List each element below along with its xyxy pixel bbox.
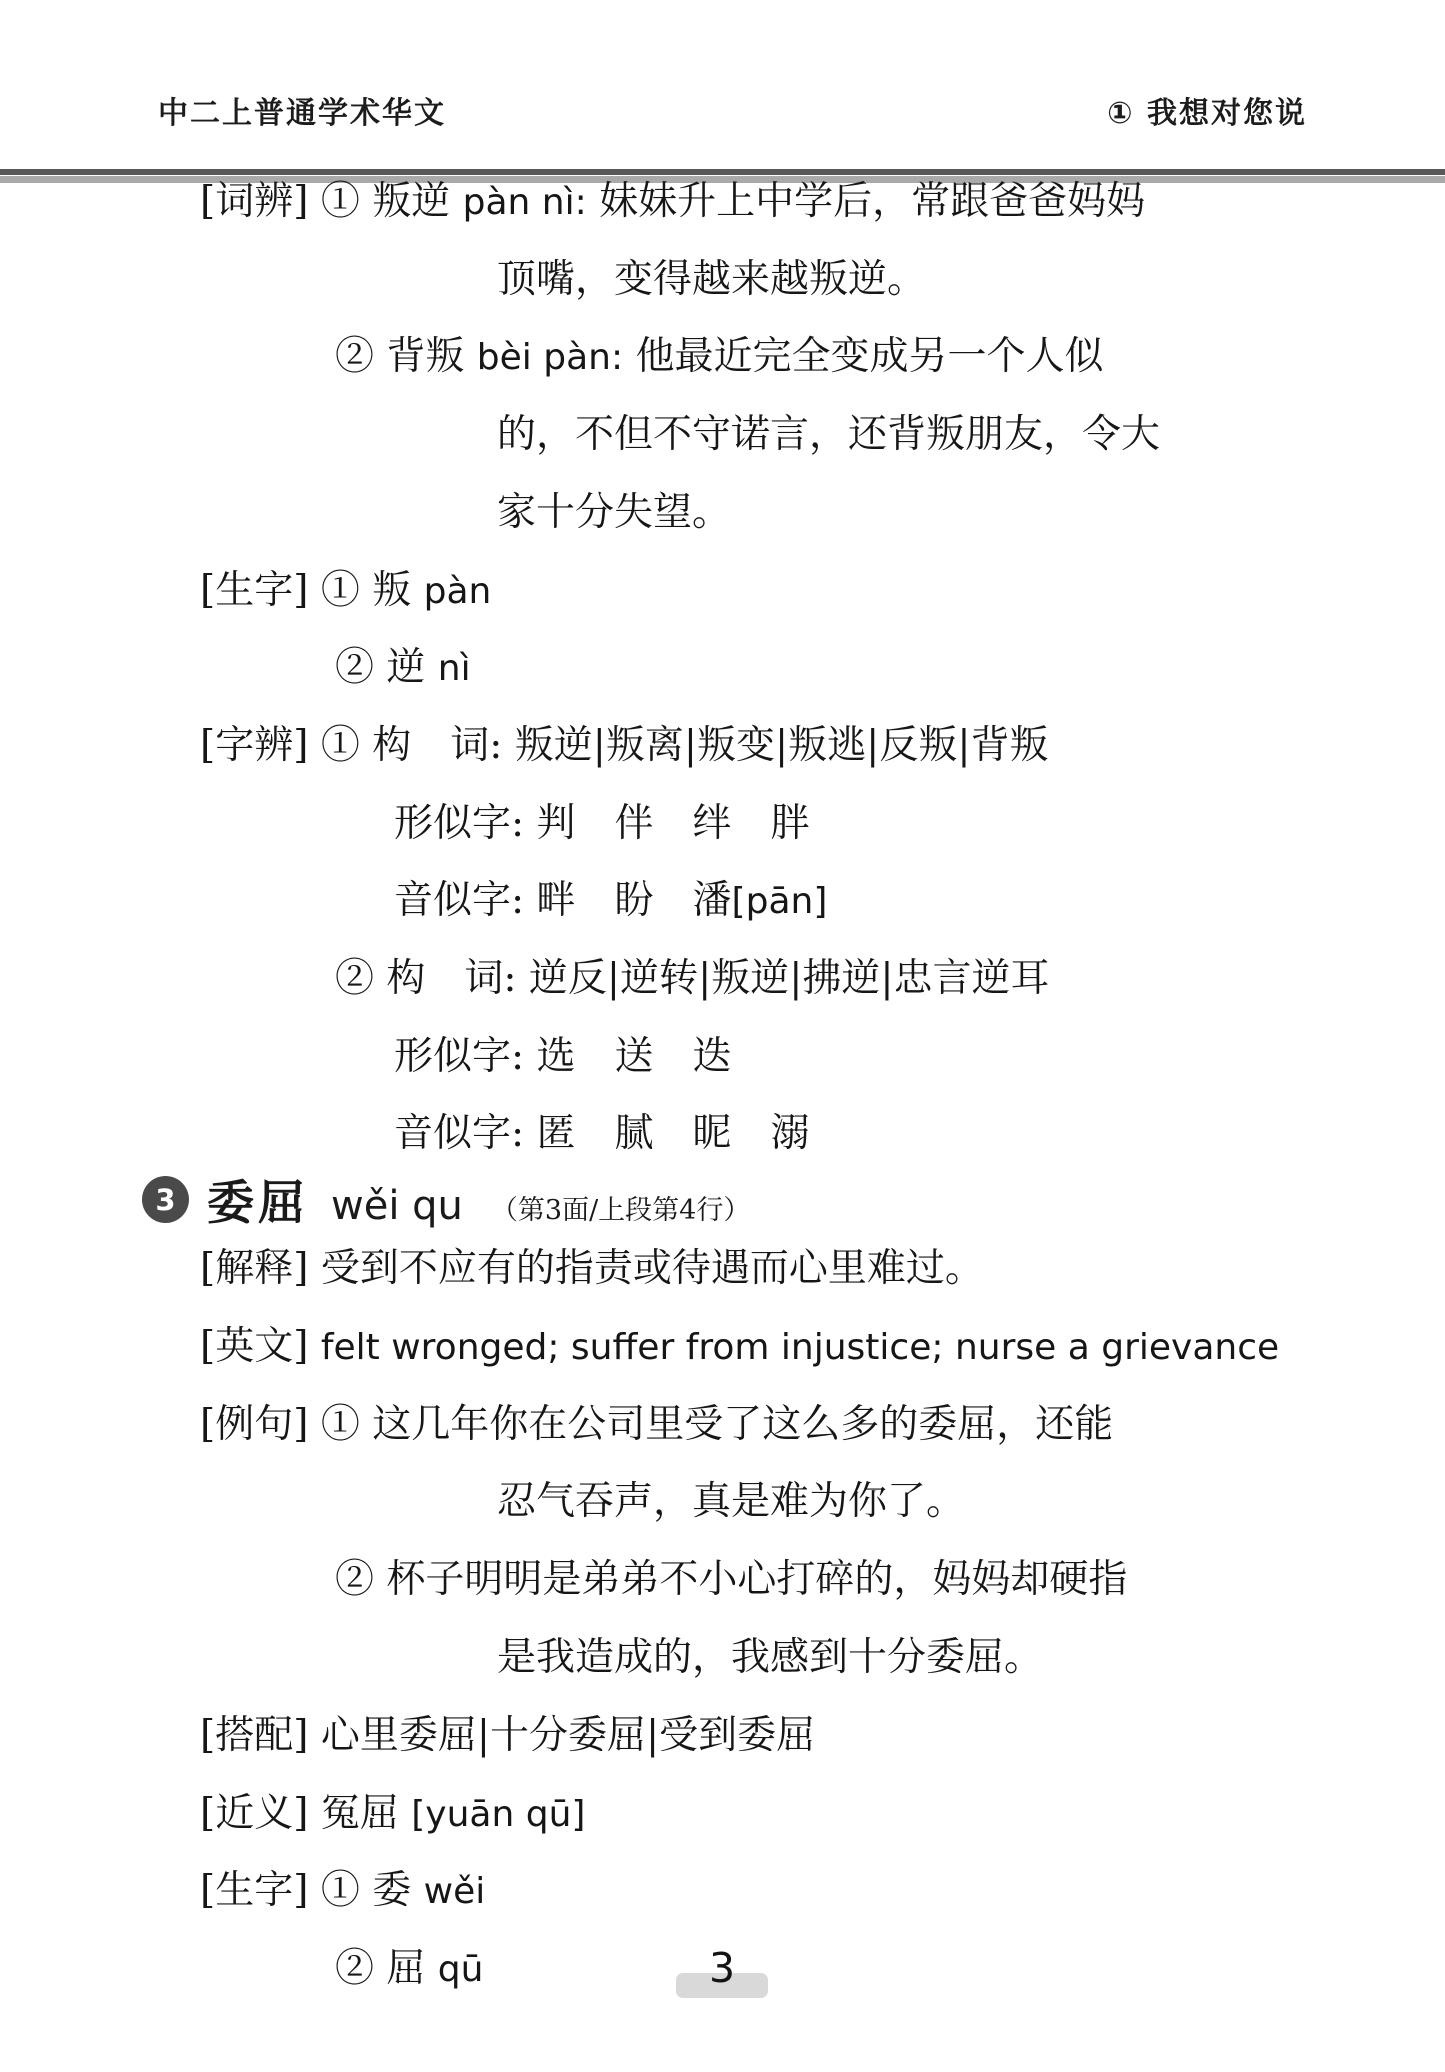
cjk-text: 家十分失望。 — [497, 490, 732, 535]
cjk-text: 形似字: 选 送 迭 — [394, 1034, 732, 1079]
cjk-text: [生字] ① 叛 — [200, 568, 424, 613]
cjk-text: 是我造成的，我感到十分委屈。 — [497, 1635, 1044, 1680]
zibian-line-2 — [394, 802, 810, 847]
entry-location-note: （第3面/上段第4行） — [490, 1195, 751, 1226]
cjk-text: [字辨] ① 构 词: 叛逆|叛离|叛变|叛逃|反叛|背叛 — [200, 723, 1049, 768]
latin-text: qū — [437, 1949, 484, 1990]
shengzi3-line-2 — [335, 1947, 483, 1992]
shengzi-line-1 — [200, 569, 491, 614]
page-header — [158, 88, 1307, 132]
cjk-text: [词辨] ① 叛逆 — [200, 179, 463, 224]
latin-text: felt wronged; suffer from injustice; nurse a grievance — [320, 1327, 1280, 1368]
cjk-text: 音似字: 畔 盼 潘 — [394, 878, 732, 923]
entry-number-badge: 3 — [142, 1176, 189, 1223]
cjk-text: 的，不但不守诺言，还背叛朋友，令大 — [497, 412, 1161, 457]
entry-headword: 委屈 — [207, 1176, 309, 1231]
yingwen-line — [200, 1325, 1279, 1370]
cjk-text: [例句] ① 这几年你在公司里受了这么多的委屈，还能 — [200, 1402, 1114, 1447]
page-number: 3 — [708, 1944, 736, 1992]
latin-text: pàn — [423, 571, 492, 612]
zibian-line-6 — [394, 1112, 810, 1157]
liju-line-2 — [497, 1480, 965, 1525]
latin-text: [pān] — [731, 881, 828, 922]
cjk-text: 他最近完全变成另一个人似 — [623, 334, 1104, 379]
cibian-line-1 — [200, 180, 1145, 225]
cjk-text: [近义] 冤屈 — [200, 1791, 412, 1836]
header-book-title: 中二上普通学术华文 — [158, 96, 446, 131]
cjk-text: ② 背叛 — [335, 334, 477, 379]
jieshi-line — [200, 1247, 984, 1292]
cjk-text: ② 逆 — [335, 645, 438, 690]
zibian-line-4 — [335, 957, 1050, 1002]
cjk-text: [英文] — [200, 1324, 321, 1369]
liju-line-1 — [200, 1403, 1113, 1448]
jinyi-line — [200, 1792, 585, 1837]
cjk-text: ② 屈 — [335, 1946, 438, 1991]
latin-text: bèi pàn: — [476, 337, 624, 378]
entry-heading — [142, 1166, 750, 1233]
cjk-text: 妹妹升上中学后，常跟爸爸妈妈 — [586, 179, 1146, 224]
cjk-text: [生字] ① 委 — [200, 1868, 424, 1913]
cibian-line-5 — [497, 491, 731, 536]
cibian-line-2 — [497, 258, 926, 303]
cibian-line-3 — [335, 335, 1104, 380]
cjk-text: 形似字: 判 伴 绊 胖 — [394, 801, 810, 846]
cjk-text: 顶嘴，变得越来越叛逆。 — [497, 257, 927, 302]
liju-line-4 — [497, 1636, 1043, 1681]
zibian-line-3 — [394, 879, 827, 924]
dapei-line — [200, 1714, 815, 1759]
cjk-text: [搭配] 心里委屈|十分委屈|受到委屈 — [200, 1713, 816, 1758]
cjk-text: [解释] 受到不应有的指责或待遇而心里难过。 — [200, 1246, 984, 1291]
entry-pinyin: wěi qu — [331, 1183, 463, 1229]
cjk-text: ② 构 词: 逆反|逆转|叛逆|拂逆|忠言逆耳 — [335, 956, 1050, 1001]
cibian-line-4 — [497, 413, 1160, 458]
shengzi-line-2 — [335, 646, 471, 691]
latin-text: nì — [437, 648, 471, 689]
cjk-text: 音似字: 匿 腻 昵 溺 — [394, 1111, 810, 1156]
shengzi3-line-1 — [200, 1869, 485, 1914]
liju-line-3 — [335, 1558, 1127, 1603]
zibian-line-1 — [200, 724, 1048, 769]
latin-text: wěi — [423, 1871, 486, 1912]
cjk-text: ② 杯子明明是弟弟不小心打碎的，妈妈却硬指 — [335, 1557, 1128, 1602]
zibian-line-5 — [394, 1035, 732, 1080]
latin-text: [yuān qū] — [411, 1794, 586, 1835]
header-divider-dark — [0, 169, 1445, 175]
cjk-text: 忍气吞声，真是难为你了。 — [497, 1479, 966, 1524]
header-chapter-title: ① 我想对您说 — [1107, 96, 1307, 131]
latin-text: pàn nì: — [462, 182, 587, 223]
